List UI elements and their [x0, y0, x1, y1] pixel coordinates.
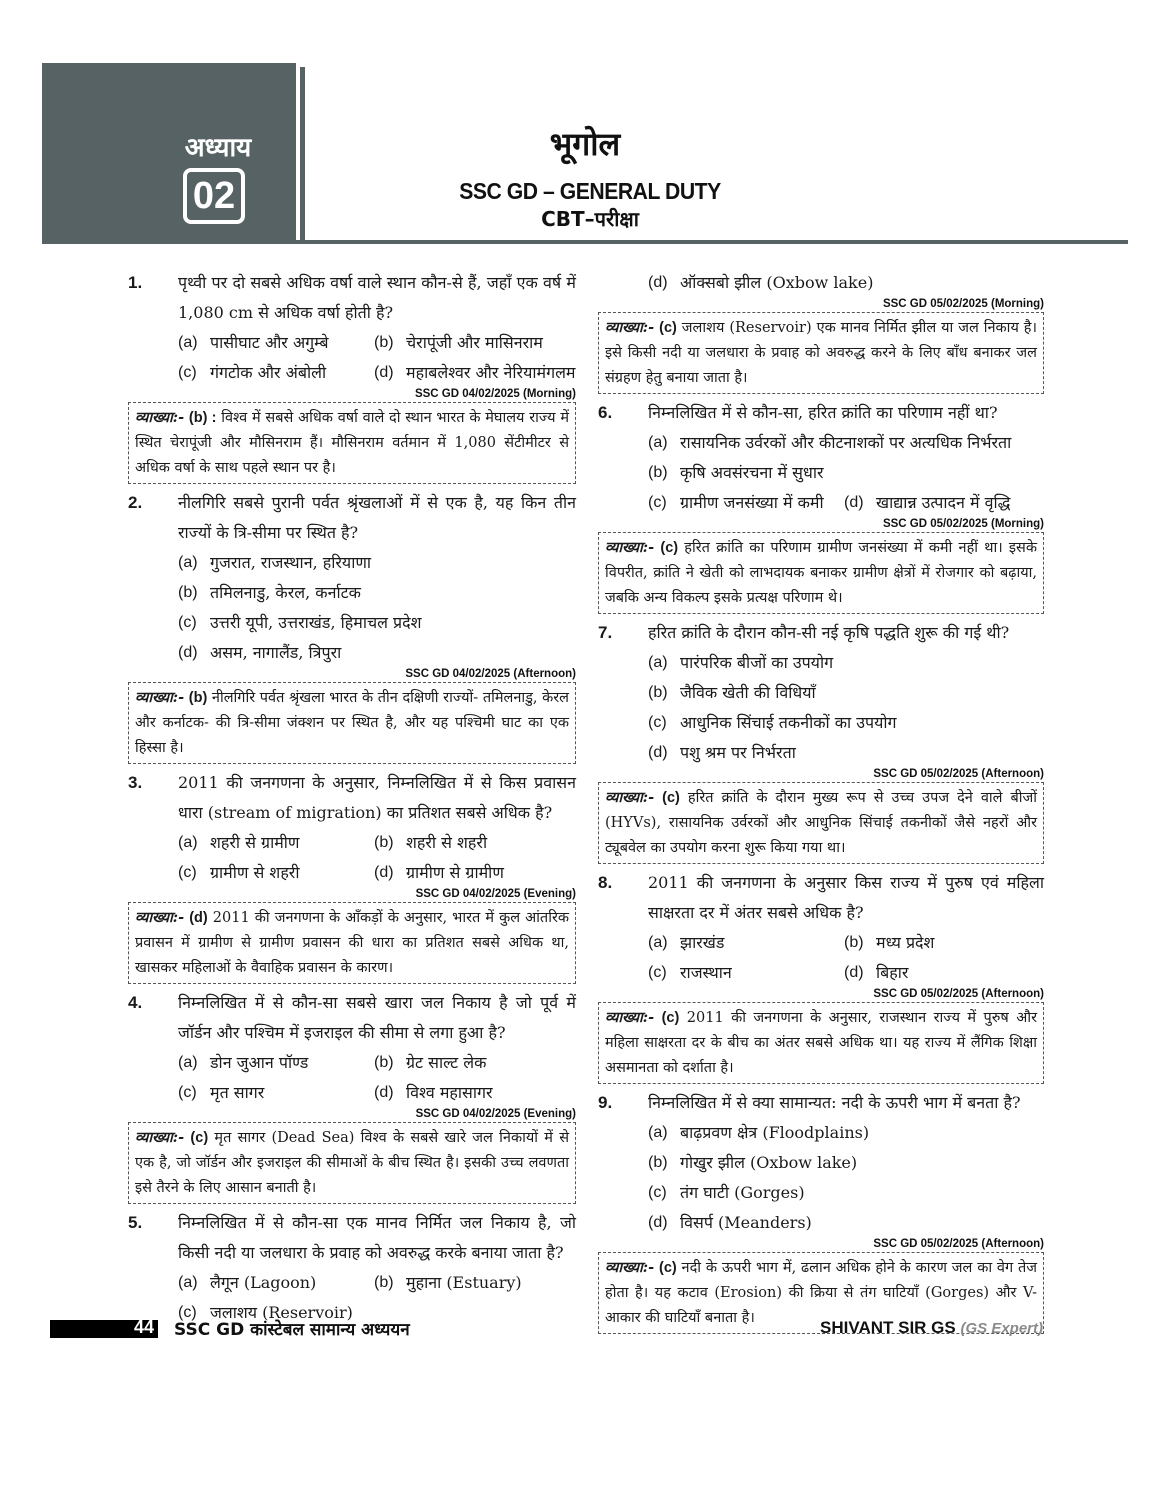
answer-key: (c)	[662, 790, 680, 806]
option-b: (b) कृषि अवसंरचना में सुधार	[648, 463, 824, 482]
option-a: (a) पारंपरिक बीजों का उपयोग	[648, 653, 834, 672]
answer-key: (d)	[189, 910, 208, 926]
question-5-continued	[598, 268, 1044, 298]
option-d: (d) बिहार	[844, 963, 909, 982]
header-divider-horizontal	[42, 240, 1128, 244]
question-text: निम्नलिखित में से क्या सामान्यत: नदी के ऊपरी भाग में बनता है?	[648, 1093, 1021, 1112]
exam-source: SSC GD 04/02/2025 (Afternoon)	[405, 668, 576, 680]
option-c: (c) राजस्थान	[648, 963, 732, 982]
options	[178, 1048, 576, 1108]
book-title: SSC GD कांस्टेबल सामान्य अध्ययन	[174, 1320, 410, 1340]
option-a: (a) पासीघाट और अगुम्बे	[178, 333, 329, 352]
question-number: 3.	[128, 773, 143, 792]
option-d: (d) विश्व महासागर	[374, 1083, 493, 1102]
option-a: (a) बाढ़प्रवण क्षेत्र (Floodplains)	[648, 1123, 870, 1142]
option-a: (a) डोन जुआन पॉण्ड	[178, 1053, 309, 1072]
explanation-box	[598, 782, 1044, 864]
question-text: हरित क्रांति के दौरान कौन-सी नई कृषि पद्धति शुरू की गई थी?	[648, 623, 1010, 642]
options	[648, 428, 1044, 518]
question-number: 2.	[128, 493, 143, 512]
chapter-label: अध्याय	[184, 133, 252, 163]
option-b: (b) चेरापूंजी और मासिनराम	[374, 333, 543, 352]
exam-source: SSC GD 05/02/2025 (Afternoon)	[873, 1238, 1044, 1250]
question-5	[128, 1208, 576, 1328]
options	[648, 1118, 1044, 1238]
explanation-label: व्याख्या:-	[605, 319, 655, 336]
option-c: (c) आधुनिक सिंचाई तकनीकों का उपयोग	[648, 713, 897, 732]
exam-source: SSC GD 04/02/2025 (Morning)	[414, 388, 576, 400]
explanation-text: मृत सागर (Dead Sea) विश्व के सबसे खारे जल निकायों में से एक है, जो जॉर्डन और इजराइल की सीमाओं के बीच स्थित है। इसकी उच्च लवणता इसे तैरने के लिए आसान बनाती है।	[135, 1130, 569, 1196]
option-d: (d) ग्रामीण से ग्रामीण	[374, 863, 504, 882]
option-a: (a) रासायनिक उर्वरकों और कीटनाशकों पर अत्यधिक निर्भरता	[648, 433, 1012, 452]
explanation-text: 2011 की जनगणना के आँकड़ों के अनुसार, भारत में कुल आंतरिक प्रवासन में ग्रामीण से ग्रामीण प्रवासन की धारा का प्रतिशत सबसे अधिक था, खासकर महिलाओं के वैवाहिक प्रवासन के कारण।	[135, 910, 570, 976]
answer-key: (c)	[659, 320, 677, 336]
explanation-box	[128, 402, 576, 484]
option-b: (b) मध्य प्रदेश	[844, 933, 935, 952]
option-d: (d) खाद्यान्न उत्पादन में वृद्धि	[844, 493, 1011, 512]
question-3	[128, 768, 576, 888]
explanation-box	[128, 1122, 576, 1204]
option-b: (b) तमिलनाडु, केरल, कर्नाटक	[178, 583, 361, 602]
explanation-label: व्याख्या:-	[135, 409, 185, 426]
question-text: निम्नलिखित में से कौन-सा एक मानव निर्मित जल निकाय है, जो किसी नदी या जलधारा के प्रवाह को अवरुद्ध करके बनाया जाता है?	[178, 1213, 576, 1262]
option-a: (a) गुजरात, राजस्थान, हरियाणा	[178, 553, 372, 572]
explanation-text: नदी के ऊपरी भाग में, ढलान अधिक होने के कारण जल का वेग तेज होता है। यह कटाव (Erosion) की क्रिया से तंग घाटियाँ (Gorges) और V-आकार की घाटियाँ बनाता है।	[605, 1260, 1037, 1326]
question-number: 4.	[128, 993, 143, 1012]
option-c: (c) ग्रामीण से शहरी	[178, 863, 300, 882]
option-b: (b) गोखुर झील (Oxbow lake)	[648, 1153, 858, 1172]
question-number: 5.	[128, 1213, 143, 1232]
option-a: (a) लैगून (Lagoon)	[178, 1273, 317, 1292]
option-c: (c) तंग घाटी (Gorges)	[648, 1183, 805, 1202]
explanation-text: हरित क्रांति के दौरान मुख्य रूप से उच्च उपज देने वाले बीजों (HYVs), रासायनिक उर्वरकों और आधुनिक सिंचाई तकनीकों जैसे नहरों और ट्यूबवेल का उपयोग करना शुरू किया गया था।	[605, 790, 1038, 856]
option-d: (d) ऑक्सबो झील (Oxbow lake)	[648, 273, 874, 292]
exam-source: SSC GD 05/02/2025 (Afternoon)	[873, 768, 1044, 780]
answer-key: (c)	[658, 1260, 677, 1276]
question-text: निम्नलिखित में से कौन-सा सबसे खारा जल निकाय है जो पूर्व में जॉर्डन और पश्चिम में इजराइल की सीमा से लगा हुआ है?	[178, 993, 576, 1042]
option-b: (b) मुहाना (Estuary)	[374, 1273, 522, 1292]
page-number: 44	[133, 1317, 154, 1337]
subject-title: भूगोल	[549, 125, 621, 163]
exam-source: SSC GD 05/02/2025 (Morning)	[882, 298, 1044, 310]
answer-key: (c)	[660, 540, 679, 556]
explanation-text: हरित क्रांति का परिणाम ग्रामीण जनसंख्या में कमी नहीं था। इसके विपरीत, क्रांति ने खेती को लाभदायक बनाकर ग्रामीण क्षेत्रों में रोजगार को बढ़ाया, जबकि अन्य विकल्प इसके प्रत्यक्ष परिणाम थे।	[605, 540, 1037, 606]
header-divider-vertical	[300, 67, 305, 241]
exam-source: SSC GD 05/02/2025 (Afternoon)	[873, 988, 1044, 1000]
exam-source: SSC GD 04/02/2025 (Evening)	[415, 888, 576, 900]
exam-title: SSC GD – GENERAL DUTY	[459, 178, 721, 204]
option-a: (a) शहरी से ग्रामीण	[178, 833, 300, 852]
explanation-label: व्याख्या:-	[135, 689, 185, 706]
explanation-label: व्याख्या:-	[605, 789, 655, 806]
exam-source: SSC GD 05/02/2025 (Morning)	[882, 518, 1044, 530]
option-d: (d) महाबलेश्वर और नेरियामंगलम	[374, 363, 576, 382]
answer-key: (b)	[188, 690, 208, 706]
explanation-text: 2011 की जनगणना के अनुसार, राजस्थान राज्य में पुरुष और महिला साक्षरता दर के बीच का अंतर सबसे अधिक था। यह राज्य में लैंगिक शिक्षा असमानता को दर्शाता है।	[605, 1010, 1038, 1076]
question-2	[128, 488, 576, 668]
option-b: (b) जैविक खेती की विधियाँ	[648, 683, 816, 702]
question-4	[128, 988, 576, 1108]
question-text: 2011 की जनगणना के अनुसार, निम्नलिखित में से किस प्रवासन धारा (stream of migration) का प्रतिशत सबसे अधिक है?	[178, 773, 576, 822]
exam-source: SSC GD 04/02/2025 (Evening)	[415, 1108, 576, 1120]
question-text: निम्नलिखित में से कौन-सा, हरित क्रांति का परिणाम नहीं था?	[648, 403, 998, 422]
brand	[820, 1318, 1043, 1338]
explanation-text: नीलगिरि पर्वत श्रृंखला भारत के तीन दक्षिणी राज्यों- तमिलनाडु, केरल और कर्नाटक- की त्रि-सीमा जंक्शन पर स्थित है, और यह पश्चिमी घाट का एक हिस्सा है।	[135, 690, 570, 756]
question-6	[598, 398, 1044, 518]
explanation-box	[128, 902, 576, 984]
options	[178, 828, 576, 888]
explanation-box	[598, 532, 1044, 614]
explanation-box	[598, 1002, 1044, 1084]
option-c: (c) ग्रामीण जनसंख्या में कमी	[648, 493, 824, 512]
explanation-label: व्याख्या:-	[605, 539, 655, 556]
question-text: 2011 की जनगणना के अनुसार किस राज्य में पुरुष एवं महिला साक्षरता दर में अंतर सबसे अधिक है?	[648, 873, 1044, 922]
explanation-text: विश्व में सबसे अधिक वर्षा वाले दो स्थान भारत के मेघालय राज्य में स्थित चेरापूंजी और मौसिनराम हैं। मौसिनराम वर्तमान में 1,080 सेंटीमीटर से अधिक वर्षा के साथ पहले स्थान पर है।	[135, 410, 570, 476]
chapter-number: 02	[183, 168, 245, 224]
question-1	[128, 268, 576, 388]
explanation-label: व्याख्या:-	[135, 1129, 185, 1146]
question-text: नीलगिरि सबसे पुरानी पर्वत श्रृंखलाओं में से एक है, यह किन तीन राज्यों के त्रि-सीमा पर स्थित है?	[178, 493, 576, 542]
options	[648, 928, 1044, 988]
option-b: (b) ग्रेट साल्ट लेक	[374, 1053, 487, 1072]
options	[648, 268, 1044, 298]
question-number: 1.	[128, 273, 143, 292]
option-c: (c) मृत सागर	[178, 1083, 265, 1102]
question-number: 7.	[598, 623, 613, 642]
option-c: (c) उत्तरी यूपी, उत्तराखंड, हिमाचल प्रदेश	[178, 613, 422, 632]
brand-tagline: (GS Expert)	[960, 1320, 1043, 1337]
options	[648, 648, 1044, 768]
option-a: (a) झारखंड	[648, 933, 725, 952]
explanation-label: व्याख्या:-	[605, 1259, 655, 1276]
explanation-label: व्याख्या:-	[605, 1009, 655, 1026]
option-d: (d) विसर्प (Meanders)	[648, 1213, 812, 1232]
option-d: (d) पशु श्रम पर निर्भरता	[648, 743, 796, 762]
answer-key: (b) :	[188, 410, 217, 426]
question-number: 9.	[598, 1093, 613, 1112]
answer-key: (c)	[190, 1130, 209, 1146]
brand-name: SHIVANT SIR GS	[820, 1318, 956, 1337]
options	[178, 548, 576, 668]
explanation-box	[598, 312, 1044, 394]
question-9	[598, 1088, 1044, 1238]
left-column	[128, 268, 576, 1328]
right-column	[598, 268, 1044, 1338]
option-c: (c) गंगटोक और अंबोली	[178, 363, 327, 382]
explanation-label: व्याख्या:-	[135, 909, 185, 926]
exam-subtitle: CBT–परीक्षा	[541, 207, 639, 231]
explanation-box	[128, 682, 576, 764]
question-number: 6.	[598, 403, 613, 422]
options	[178, 328, 576, 388]
answer-key: (c)	[661, 1010, 680, 1026]
question-text: पृथ्वी पर दो सबसे अधिक वर्षा वाले स्थान कौन-से हैं, जहाँ एक वर्ष में 1,080 cm से अधिक वर्षा होती है?	[178, 273, 576, 322]
option-c: (c) जलाशय (Reservoir)	[178, 1303, 353, 1322]
explanation-text: जलाशय (Reservoir) एक मानव निर्मित झील या जल निकाय है। इसे किसी नदी या जलधारा के प्रवाह को अवरुद्ध करने के लिए बाँध बनाकर जल संग्रहण हेतु बनाया जाता है।	[605, 320, 1037, 386]
question-number: 8.	[598, 873, 613, 892]
option-b: (b) शहरी से शहरी	[374, 833, 488, 852]
option-d: (d) असम, नागालैंड, त्रिपुरा	[178, 643, 342, 662]
question-7	[598, 618, 1044, 768]
question-8	[598, 868, 1044, 988]
